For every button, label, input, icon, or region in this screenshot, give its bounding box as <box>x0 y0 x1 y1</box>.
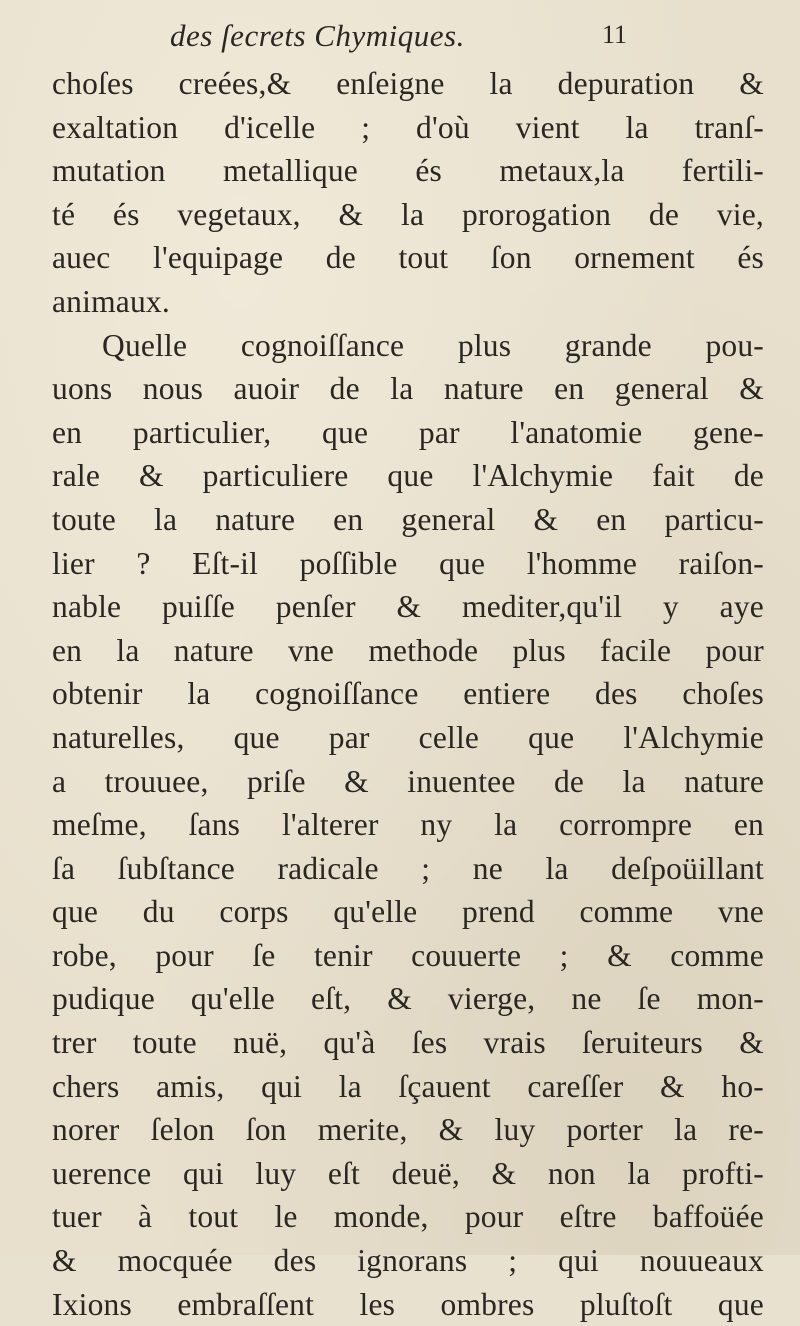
text-line: toute la nature en general & en particu- <box>52 501 764 537</box>
text-line: norer ſelon ſon merite, & luy porter la re- <box>52 1112 764 1148</box>
text-line: trer toute nuë, qu'à ſes vrais ſeruiteurs & <box>52 1025 764 1061</box>
running-head-title: des ſecrets Chymiques. <box>170 18 465 53</box>
text-line: auec l'equipage de tout ſon ornement és <box>52 240 764 276</box>
text-line: exaltation d'icelle ; d'où vient la tranſ- <box>52 109 764 145</box>
text-line: tuer à tout le monde, pour eſtre baffoüée <box>52 1199 764 1235</box>
text-line: a trouuee, priſe & inuentee de la nature <box>52 763 764 799</box>
text-line: Ixions embraſſent les ombres pluſtoſt que <box>52 1286 764 1322</box>
text-line: uons nous auoir de la nature en general & <box>52 371 764 407</box>
text-line: obtenir la cognoiſſance entiere des choſes <box>52 676 764 712</box>
text-line: té és vegetaux, & la prorogation de vie, <box>52 196 764 232</box>
text-line: robe, pour ſe tenir couuerte ; & comme <box>52 937 764 973</box>
running-head <box>170 18 630 58</box>
text-line: pudique qu'elle eſt, & vierge, ne ſe mon- <box>52 981 764 1017</box>
text-line: meſme, ſans l'alterer ny la corrompre en <box>52 807 764 843</box>
text-line: chers amis, qui la ſçauent careſſer & ho- <box>52 1068 764 1104</box>
text-line: naturelles, que par celle que l'Alchymie <box>52 719 764 755</box>
text-line: animaux. <box>52 283 170 319</box>
text-line: que du corps qu'elle prend comme vne <box>52 894 764 930</box>
text-line: lier ? Eſt-il poſſible que l'homme raiſon- <box>52 545 764 581</box>
text-line: mutation metallique és metaux,la fertili- <box>52 153 764 189</box>
text-line: uerence qui luy eſt deuë, & non la profti- <box>52 1155 764 1191</box>
text-line: rale & particuliere que l'Alchymie fait de <box>52 458 764 494</box>
body-text <box>52 62 764 1326</box>
text-line: en particulier, que par l'anatomie gene- <box>52 414 764 450</box>
text-line: ſa ſubſtance radicale ; ne la deſpoüillant <box>52 850 764 886</box>
text-line: en la nature vne methode plus facile pour <box>52 632 764 668</box>
text-line: Quelle cognoiſſance plus grande pou- <box>102 327 764 363</box>
text-line: & mocquée des ignorans ; qui nouueaux <box>52 1243 764 1279</box>
page-number: 11 <box>602 20 628 49</box>
text-line: nable puiſſe penſer & mediter,qu'il y aye <box>52 589 764 625</box>
text-line: choſes creées,& enſeigne la depuration & <box>52 66 764 101</box>
